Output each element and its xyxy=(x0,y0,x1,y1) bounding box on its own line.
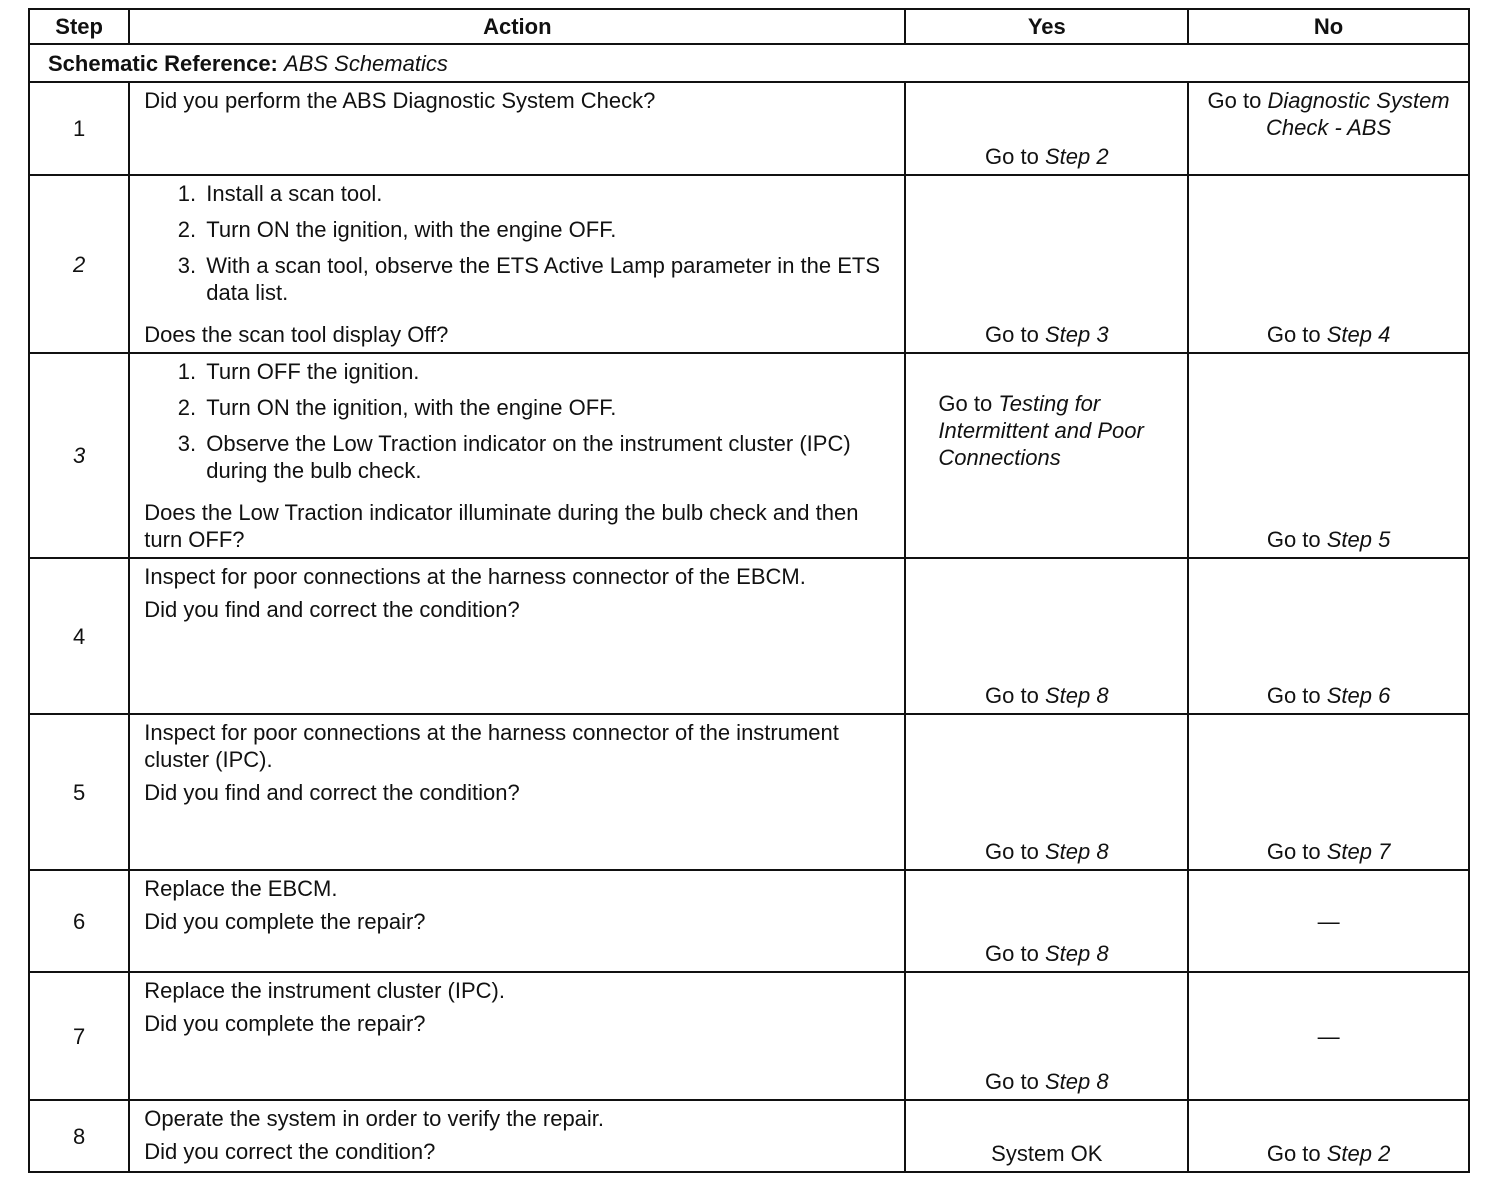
list-item: 2. Turn ON the ignition, with the engine OFF. xyxy=(202,394,890,421)
schematic-reference-label: Schematic Reference: xyxy=(48,50,278,76)
no-link[interactable]: Step 5 xyxy=(1326,527,1391,552)
no-dash: — xyxy=(1317,1023,1340,1049)
no-cell xyxy=(1188,175,1469,353)
yes-link[interactable]: Step 8 xyxy=(1044,1069,1109,1094)
table-row xyxy=(29,558,1469,714)
action-question: Did you complete the repair? xyxy=(144,1011,426,1036)
table-row xyxy=(29,1100,1469,1172)
no-prefix: Go to xyxy=(1207,88,1268,113)
yes-cell xyxy=(905,175,1188,353)
step-number: 7 xyxy=(29,972,129,1100)
action-question: Did you complete the repair? xyxy=(144,909,426,934)
schematic-reference xyxy=(29,44,1469,82)
step-number: 8 xyxy=(29,1100,129,1172)
no-prefix: Go to xyxy=(1266,683,1327,708)
no-link[interactable]: Step 2 xyxy=(1326,1141,1391,1166)
yes-link[interactable]: Step 8 xyxy=(1044,683,1109,708)
yes-prefix: Go to xyxy=(985,683,1045,708)
no-link[interactable]: Diagnostic System Check - ABS xyxy=(1266,88,1450,140)
header-yes: Yes xyxy=(905,9,1188,44)
no-cell xyxy=(1188,972,1469,1100)
list-item: 1. Install a scan tool. xyxy=(202,180,890,207)
action-text: Replace the EBCM. xyxy=(144,876,338,901)
no-prefix: Go to xyxy=(1266,1141,1327,1166)
no-cell xyxy=(1188,1100,1469,1172)
no-cell xyxy=(1188,558,1469,714)
yes-link[interactable]: Step 2 xyxy=(1044,144,1109,169)
action-cell xyxy=(129,82,905,175)
yes-prefix: Go to xyxy=(985,1069,1045,1094)
action-question: Does the scan tool display Off? xyxy=(144,322,449,347)
step-number: 5 xyxy=(29,714,129,870)
step-number: 4 xyxy=(29,558,129,714)
list-item: 3. Observe the Low Traction indicator on the instrument cluster (IPC) during the bulb check. xyxy=(202,430,890,484)
yes-cell xyxy=(905,714,1188,870)
table-row xyxy=(29,972,1469,1100)
action-cell xyxy=(129,972,905,1100)
yes-cell xyxy=(905,870,1188,972)
yes-prefix: Go to xyxy=(985,839,1045,864)
yes-cell xyxy=(905,1100,1188,1172)
action-cell xyxy=(129,175,905,353)
diagnostic-table xyxy=(28,8,1470,1173)
action-cell xyxy=(129,714,905,870)
instruction-list xyxy=(144,180,890,315)
step-number: 2 xyxy=(29,175,129,353)
action-text: Operate the system in order to verify the repair. xyxy=(144,1106,605,1131)
no-cell xyxy=(1188,870,1469,972)
step-number: 3 xyxy=(29,353,129,558)
no-prefix: Go to xyxy=(1266,527,1327,552)
yes-prefix: Go to xyxy=(938,391,999,416)
list-item: 1. Turn OFF the ignition. xyxy=(202,358,890,385)
no-link[interactable]: Step 7 xyxy=(1326,839,1391,864)
list-item: 2. Turn ON the ignition, with the engine OFF. xyxy=(202,216,890,243)
schematic-reference-row xyxy=(29,44,1469,82)
action-text: Inspect for poor connections at the harness connector of the EBCM. xyxy=(144,564,806,589)
table-row xyxy=(29,353,1469,558)
table-row xyxy=(29,714,1469,870)
yes-prefix: Go to xyxy=(985,941,1045,966)
action-cell xyxy=(129,1100,905,1172)
action-text: Did you perform the ABS Diagnostic System Check? xyxy=(144,88,656,113)
yes-cell xyxy=(905,558,1188,714)
action-text: Replace the instrument cluster (IPC). xyxy=(144,978,505,1003)
no-dash: — xyxy=(1317,908,1340,934)
no-link[interactable]: Step 4 xyxy=(1326,322,1391,347)
no-cell xyxy=(1188,353,1469,558)
no-prefix: Go to xyxy=(1266,322,1327,347)
table-row xyxy=(29,175,1469,353)
action-question: Did you find and correct the condition? xyxy=(144,597,520,622)
header-action: Action xyxy=(129,9,905,44)
no-link[interactable]: Step 6 xyxy=(1326,683,1391,708)
yes-prefix: Go to xyxy=(985,322,1045,347)
yes-result: System OK xyxy=(991,1141,1103,1166)
header-step: Step xyxy=(29,9,129,44)
yes-cell xyxy=(905,353,1188,558)
action-cell xyxy=(129,353,905,558)
yes-link[interactable]: Step 8 xyxy=(1044,839,1109,864)
yes-link[interactable]: Step 3 xyxy=(1044,322,1109,347)
instruction-list xyxy=(144,358,890,493)
header-no: No xyxy=(1188,9,1469,44)
schematic-reference-value: ABS Schematics xyxy=(284,50,448,76)
action-question: Does the Low Traction indicator illuminate during the bulb check and then turn OFF? xyxy=(144,500,859,552)
action-cell xyxy=(129,870,905,972)
header-row xyxy=(29,9,1469,44)
table-row xyxy=(29,82,1469,175)
action-cell xyxy=(129,558,905,714)
no-prefix: Go to xyxy=(1266,839,1327,864)
yes-cell xyxy=(905,82,1188,175)
yes-cell xyxy=(905,972,1188,1100)
yes-prefix: Go to xyxy=(985,144,1045,169)
step-number: 1 xyxy=(29,82,129,175)
table-row xyxy=(29,870,1469,972)
yes-link[interactable]: Testing for Intermittent and Poor Connections xyxy=(938,391,1144,470)
action-text: Inspect for poor connections at the harness connector of the instrument cluster (IPC). xyxy=(144,720,839,772)
action-question: Did you find and correct the condition? xyxy=(144,780,520,805)
no-cell xyxy=(1188,82,1469,175)
list-item: 3. With a scan tool, observe the ETS Active Lamp parameter in the ETS data list. xyxy=(202,252,890,306)
action-question: Did you correct the condition? xyxy=(144,1139,436,1164)
step-number: 6 xyxy=(29,870,129,972)
yes-link[interactable]: Step 8 xyxy=(1044,941,1109,966)
no-cell xyxy=(1188,714,1469,870)
